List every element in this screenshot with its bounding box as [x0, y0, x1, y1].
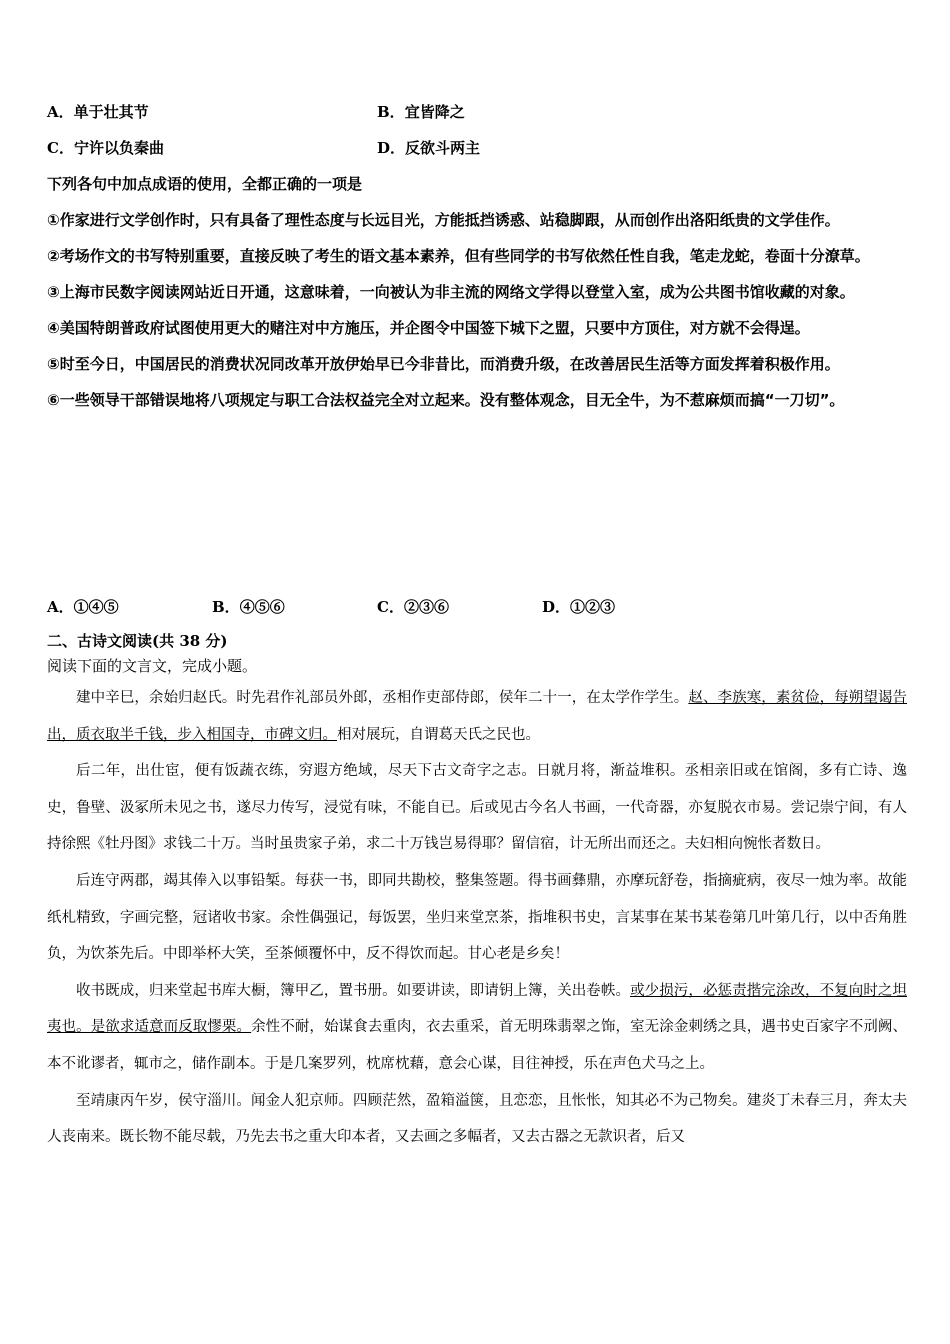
section-title: 二、古诗文阅读(共 38 分) [47, 632, 228, 650]
question-stem: 下列各句中加点成语的使用，全都正确的一项是 [47, 175, 363, 193]
prev-option-a[interactable]: A．单于壮其节 [47, 103, 149, 121]
question-item-2: ②考场作文的书写特别重要，直接反映了考生的语文基本素养，但有些同学的书写依然任性自我，笔走龙蛇，卷面十分潦草。 [47, 247, 870, 265]
passage-paragraph-3: 后连守两郡，竭其俸入以事铅椠。每获一书，即同共勘校，整集签题。得书画彝鼎，亦摩玩舒卷，指摘疵病，夜尽一烛为率。故能纸札精致，字画完整，冠诸收书家。余性偶强记，每饭罢，坐归来堂烹茶，指堆积书史，言某事在某书某卷第几叶第几行，以中否角胜负，为饮茶先后。中即举杯大笑，至茶倾覆怀中，反不得饮而起。甘心老是乡矣！ [47, 872, 907, 963]
prev-option-d[interactable]: D．反欲斗两主 [377, 139, 481, 157]
option-a[interactable]: A．①④⑤ [47, 598, 119, 616]
option-c[interactable]: C．②③⑥ [377, 598, 449, 616]
passage-paragraph-4: 收书既成，归来堂起书库大橱，簿甲乙，置书册。如要讲读，即请钥上簿，关出卷帙。或少损污，必惩责揩完涂改，不复向时之坦夷也。是欲求适意而反取憀栗。余性不耐，始谋食去重肉，衣去重采，首无明珠翡翠之饰，室无涂金刺绣之具，遇书史百家字不刓阙、本不讹谬者，辄市之，储作副本。于是几案罗列，枕席枕藉，意会心谋，目往神授，乐在声色犬马之上。 [47, 982, 908, 1072]
question-item-5: ⑤时至今日，中国居民的消费状况同改革开放伊始早已今非昔比，而消费升级，在改善居民生活等方面发挥着积极作用。 [47, 355, 840, 373]
option-d[interactable]: D．①②③ [542, 598, 616, 616]
prev-option-b[interactable]: B．宜皆降之 [377, 103, 465, 121]
section-intro: 阅读下面的文言文，完成小题。 [47, 657, 258, 675]
question-item-1: ①作家进行文学创作时，只有具备了理性态度与长远目光，方能抵挡诱惑、站稳脚跟，从而创作出洛阳纸贵的文学佳作。 [47, 211, 840, 229]
underlined-sentence-1: 赵、李族寒，素贫俭，每朔望谒告出，质衣取半千钱，步入相国寺，市碑文归。 [47, 690, 907, 743]
question-item-3: ③上海市民数字阅读网站近日开通，这意味着，一向被认为非主流的网络文学得以登堂入室，成为公共图书馆收藏的对象。 [47, 283, 855, 301]
classical-passage [47, 680, 907, 1156]
underlined-sentence-2: 或少损污，必惩责揩完涂改，不复向时之坦夷也。是欲求适意而反取憀栗。 [47, 982, 908, 1036]
question-item-4: ④美国特朗普政府试图使用更大的赌注对中方施压，并企图令中国签下城下之盟，只要中方顶住，对方就不会得逞。 [47, 319, 810, 337]
option-b[interactable]: B．④⑤⑥ [212, 598, 285, 616]
prev-option-c[interactable]: C．宁许以负秦曲 [47, 139, 164, 157]
question-item-6: ⑥一些领导干部错误地将八项规定与职工合法权益完全对立起来。没有整体观念，目无全牛，为不惹麻烦而搞“一刀切”。 [47, 391, 845, 409]
idiom-question [47, 166, 907, 418]
passage-paragraph-2: 后二年，出仕宦，便有饭蔬衣练，穷遐方绝域，尽天下古文奇字之志。日就月将，渐益堆积。丞相亲旧或在馆阁，多有亡诗、逸史，鲁壁、汲冢所未见之书，遂尽力传写，浸觉有味，不能自已。后或见古今名人书画，一代奇器，亦复脱衣市易。尝记崇宁间，有人持徐熙《牡丹图》求钱二十万。当时虽贵家子弟，求二十万钱岂易得耶？留信宿，计无所出而还之。夫妇相向惋怅者数日。 [47, 763, 907, 853]
passage-paragraph-5: 至靖康丙午岁，侯守淄川。闻金人犯京师。四顾茫然，盈箱溢箧，且恋恋，且怅怅，知其必不为己物矣。建炎丁未春三月，奔太夫人丧南来。既长物不能尽载，乃先去书之重大印本者，又去画之多幅者，又去古器之无款识者，后又 [47, 1092, 907, 1146]
passage-paragraph-1: 建中辛巳，余始归赵氏。时先君作礼部员外郎，丞相作吏部侍郎，侯年二十一，在太学作学生。赵、李族寒，素贫俭，每朔望谒告出，质衣取半千钱，步入相国寺，市碑文归。相对展玩，自谓葛天氏之民也。 [47, 690, 907, 743]
